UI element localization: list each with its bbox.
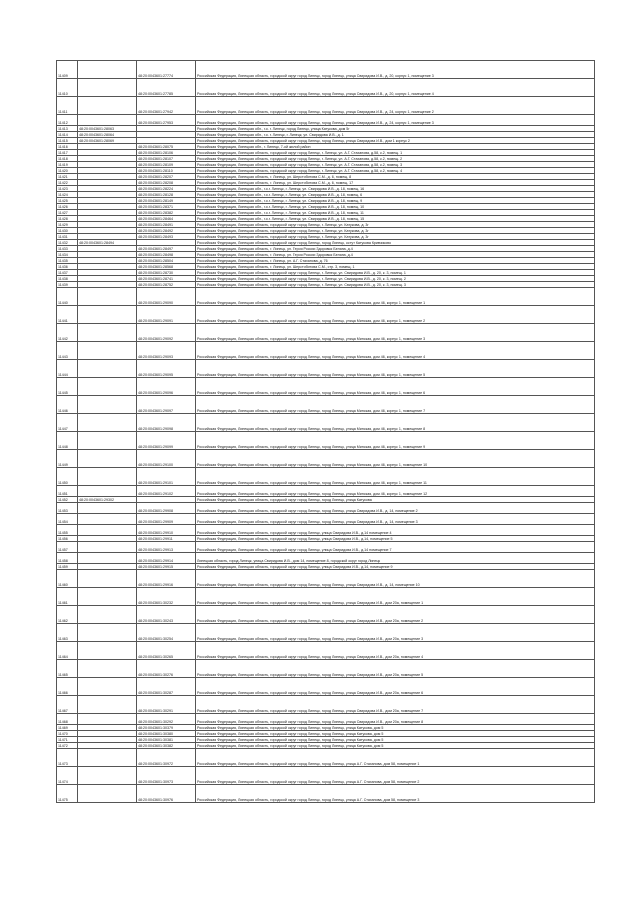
parent-cadastral-number-cell: 48:20:0043601:28494 [78, 240, 137, 246]
address-cell: Российская Федерация, Липецкая обл., г.о.г. Липецк, г. Липецк, ул. Свиридова И.В., д. 18, помещ. 6 [196, 192, 595, 198]
address-cell: Российская Федерация, Липецкая область, городской округ город Липецк, город Липецк, улица Катукова, дом 5 [196, 731, 595, 737]
row-number-cell: 11441 [57, 306, 78, 324]
row-number-cell: 11460 [57, 570, 78, 588]
row-number-cell: 11412 [57, 115, 78, 126]
address-cell: Липецкая область, город Липецк, улица Свиридова И.В., дом 14, помещение 8, городской округ город Липецк [196, 553, 595, 564]
table-row [57, 288, 595, 306]
cadastral-number-cell: 48:20:0043601:30276 [137, 660, 196, 678]
address-cell: Российская Федерация, Липецкая область, городской округ город Липецк, г. Липецк, ул. Свиридова И.В., д. 20, к. 3, помещ. 2 [196, 276, 595, 282]
cadastral-number-cell: 48:20:0043601:29909 [137, 514, 196, 525]
row-number-cell: 11474 [57, 767, 78, 785]
row-number-cell: 11443 [57, 342, 78, 360]
table-row [57, 678, 595, 696]
parent-cadastral-number-cell: 48:20:0043601:29302 [78, 497, 137, 503]
cadastral-number-cell: 48:20:0043601:28207 [137, 174, 196, 180]
address-cell: Российская Федерация, Липецкая обл., г.о.г. Липецк, г. Липецк, ул. Свиридова И.В., д. 18, помещ. 10 [196, 204, 595, 210]
parent-cadastral-number-cell [78, 342, 137, 360]
parent-cadastral-number-cell [78, 514, 137, 525]
cadastral-number-cell: 48:20:0043601:27953 [137, 115, 196, 126]
address-cell: Российская Федерация, Липецкая область, городской округ город Липецк, город Липецк, улица Минская, дом 46, корпус 1, помещение 4 [196, 342, 595, 360]
row-number-cell: 11473 [57, 749, 78, 767]
address-cell: Российская Федерация, Липецкая область, городской округ город Липецк, г. Липецк, ул. А.Г. Стаханова, д.58, к.2, помещ. 4 [196, 168, 595, 174]
address-cell: Российская Федерация, Липецкая обл., г.о. г. Липецк, г. Липецк, ул. Свиридова И.В., д. 1 [196, 132, 595, 138]
table-row [57, 432, 595, 450]
address-cell: Российская Федерация, Липецкая обл., г.о. г. Липецк, город Липецк, улица Катукова, дом 5г [196, 126, 595, 132]
cadastral-number-cell: 48:20:0043601:29102 [137, 486, 196, 497]
table-row [57, 324, 595, 342]
parent-cadastral-number-cell [78, 588, 137, 606]
parent-cadastral-number-cell [78, 749, 137, 767]
address-cell: Российская Федерация, Липецкая область, городской округ город Липецк, город Липецк, улица Минская, дом 46, корпус 1, помещение 11 [196, 468, 595, 486]
cadastral-number-cell: 48:20:0043601:30292 [137, 714, 196, 725]
parent-cadastral-number-cell [78, 624, 137, 642]
cadastral-number-cell: 48:20:0043601:29915 [137, 564, 196, 570]
table-row [57, 414, 595, 432]
cadastral-number-cell: 48:20:0043601:30291 [137, 696, 196, 714]
cadastral-number-cell: 48:20:0043601:28752 [137, 282, 196, 288]
row-number-cell: 11439 [57, 282, 78, 288]
row-number-cell: 11454 [57, 514, 78, 525]
cadastral-number-cell: 48:20:0043601:29908 [137, 503, 196, 514]
table-row [57, 606, 595, 624]
cadastral-number-cell: 48:20:0043601:28106 [137, 150, 196, 156]
cadastral-number-cell: 48:20:0043601:28497 [137, 246, 196, 252]
cadastral-number-cell: 48:20:0043601:30380 [137, 731, 196, 737]
address-cell: Российская Федерация, Липецкая область, городской округ город Липецк, город Липецк, улица А.Г. Стаханова, дом 58, помещение 3 [196, 785, 595, 803]
row-number-cell: 11455 [57, 525, 78, 536]
cadastral-number-cell: 48:20:0043601:28464 [137, 216, 196, 222]
row-number-cell: 11438 [57, 276, 78, 282]
cadastral-number-cell: 48:20:0043601:30973 [137, 767, 196, 785]
address-cell: Российская Федерация, Липецкая область, городской округ город Липецк, город Липецк, улица Свиридова И.В., дом 20а, помещение 6 [196, 678, 595, 696]
address-cell: Российская Федерация, Липецкая область, городской округ город Липецк, город Липецк, улица Катукова, дом 5 [196, 743, 595, 749]
records-table [56, 60, 595, 803]
cadastral-number-cell: 48:20:0043601:28493 [137, 234, 196, 240]
row-number-cell: 11448 [57, 432, 78, 450]
row-number-cell: 11465 [57, 660, 78, 678]
cadastral-number-cell: 48:20:0043601:29100 [137, 450, 196, 468]
address-cell: Российская Федерация, Липецкая область, городской округ город Липецк, город Липецк, улица Минская, дом 46, корпус 1, помещение 7 [196, 396, 595, 414]
cadastral-number-cell: 48:20:0043601:28208 [137, 180, 196, 186]
cadastral-number-cell: 48:20:0043601:28224 [137, 186, 196, 192]
parent-cadastral-number-cell [78, 714, 137, 725]
row-number-cell: 11411 [57, 97, 78, 115]
row-number-cell: 11428 [57, 216, 78, 222]
parent-cadastral-number-cell [78, 414, 137, 432]
table-row [57, 542, 595, 553]
address-cell: Российская Федерация, Липецкая область, г. Липецк, ул. Героя России Здоровья Белана, д.4 [196, 246, 595, 252]
cadastral-number-cell: 48:20:0043601:30972 [137, 749, 196, 767]
address-cell: Российская Федерация, Липецкая область, городской округ город Липецк, город Липецк, улица А.Г. Стаханова, дом 58, помещение 2 [196, 767, 595, 785]
parent-cadastral-number-cell [78, 324, 137, 342]
table-row [57, 570, 595, 588]
table-row [57, 360, 595, 378]
cadastral-number-cell: 48:20:0043601:28568 [137, 264, 196, 270]
row-number-cell: 11466 [57, 678, 78, 696]
table-row [57, 749, 595, 767]
cadastral-number-cell: 48:20:0043601:29099 [137, 432, 196, 450]
address-cell: Российская Федерация, Липецкая область, городской округ город Липецк, г. Липецк, ул. Свиридова И.В., д. 20, к. 3, помещ. 3 [196, 282, 595, 288]
address-cell: Российская Федерация, Липецкая область, г. Липецк, ул. Шерстобитова С.М., д. 6, помещ. 17 [196, 180, 595, 186]
cadastral-number-cell: 48:20:0043601:28492 [137, 228, 196, 234]
address-cell: Российская Федерация, Липецкая область, городской округ город Липецк, город Липецк, улица Свиридова И.В., дом 20а, помещение 4 [196, 642, 595, 660]
cadastral-number-cell: 48:20:0043601:29090 [137, 288, 196, 306]
row-number-cell: 11431 [57, 234, 78, 240]
parent-cadastral-number-cell [78, 360, 137, 378]
row-number-cell: 11432 [57, 240, 78, 246]
row-number-cell: 11451 [57, 486, 78, 497]
row-number-cell: 11453 [57, 503, 78, 514]
row-number-cell: 11415 [57, 138, 78, 144]
row-number-cell: 11418 [57, 156, 78, 162]
address-cell: Российская Федерация, Липецкая область, городской округ город Липецк, город Липецк, улица Минская, дом 46, корпус 1, помещение 8 [196, 414, 595, 432]
row-number-cell: 11450 [57, 468, 78, 486]
parent-cadastral-number-cell: 48:20:0043601:28063 [78, 126, 137, 132]
address-cell: Российская Федерация, Липецкая обл., г. Липецк, 7-ой жилой район [196, 144, 595, 150]
parent-cadastral-number-cell [78, 79, 137, 97]
address-cell: Российская Федерация, Липецкая обл., г.о.г. Липецк, г. Липецк, ул. Свиридова И.В., д. 18, помещ. 9 [196, 198, 595, 204]
row-number-cell: 11449 [57, 450, 78, 468]
row-number-cell: 11421 [57, 174, 78, 180]
parent-cadastral-number-cell [78, 767, 137, 785]
table-row [57, 342, 595, 360]
row-number-cell: 11435 [57, 258, 78, 264]
row-number-cell: 11416 [57, 144, 78, 150]
row-number-cell: 11422 [57, 180, 78, 186]
parent-cadastral-number-cell [78, 396, 137, 414]
cadastral-number-cell: 48:20:0043601:30243 [137, 606, 196, 624]
parent-cadastral-number-cell [78, 785, 137, 803]
cadastral-number-cell: 48:20:0043601:30382 [137, 743, 196, 749]
parent-cadastral-number-cell [78, 61, 137, 79]
cadastral-number-cell: 48:20:0043601:29910 [137, 525, 196, 536]
address-cell: Российская Федерация, Липецкая область, городской округ город Липецк, город Липецк, улица Свиридова И.В., дом 20а, помещение 5 [196, 660, 595, 678]
cadastral-number-cell: 48:20:0043601:28109 [137, 162, 196, 168]
parent-cadastral-number-cell: 48:20:0043601:28064 [78, 132, 137, 138]
address-cell: Российская Федерация, Липецкая область, г. Липецк, ул. Героя России Здоровья Белана, д.4 [196, 252, 595, 258]
address-cell: Российская Федерация, Липецкая область, городской округ город Липецк, город Липецк, улица Свиридова И.В., дом 20а, помещение 7 [196, 696, 595, 714]
row-number-cell: 11464 [57, 642, 78, 660]
address-cell: Российская Федерация, Липецкая область, городской округ город Липецк, улица Свиридова И.В., д.14 помещение 4 [196, 525, 595, 536]
row-number-cell: 11420 [57, 168, 78, 174]
address-cell: Российская Федерация, Липецкая область, городской округ город Липецк, город Липецк, улица Свиридова И.В., д. 14, помещение 2 [196, 503, 595, 514]
table-row [57, 514, 595, 525]
cadastral-number-cell: 48:20:0043601:28149 [137, 198, 196, 204]
row-number-cell: 11440 [57, 288, 78, 306]
address-cell: Российская Федерация, Липецкая область, городской округ город Липецк, город Липецк, улица Минская, дом 46, корпус 1, помещение 9 [196, 432, 595, 450]
parent-cadastral-number-cell [78, 115, 137, 126]
parent-cadastral-number-cell [78, 503, 137, 514]
table-row [57, 378, 595, 396]
row-number-cell: 11471 [57, 737, 78, 743]
address-cell: Российская Федерация, Липецкая область, городской округ город Липецк, город Липецк, улица Свиридова И.В., дом 20а, помещение 1 [196, 588, 595, 606]
row-number-cell: 11467 [57, 696, 78, 714]
table-row [57, 525, 595, 536]
address-cell: Российская Федерация, Липецкая область, городской округ город Липецк, город Липецк, остут Катукова Кривчиково [196, 240, 595, 246]
address-cell: Российская Федерация, Липецкая область, городской округ город Липецк, г. Липецк, ул. Свиридова И.В., д. 20, к. 3, помещ. 1 [196, 270, 595, 276]
address-cell: Российская Федерация, Липецкая область, городской округ город Липецк, город Липецк, улица Минская, дом 46, корпус 1, помещение 1 [196, 288, 595, 306]
cadastral-number-cell: 48:20:0043601:30381 [137, 737, 196, 743]
cadastral-number-cell: 48:20:0043601:29911 [137, 536, 196, 542]
parent-cadastral-number-cell [78, 678, 137, 696]
cadastral-number-cell: 48:20:0043601:30976 [137, 785, 196, 803]
table-row [57, 588, 595, 606]
row-number-cell: 11410 [57, 79, 78, 97]
table-row [57, 553, 595, 564]
cadastral-number-cell: 48:20:0043601:29913 [137, 542, 196, 553]
table-row [57, 785, 595, 803]
address-cell: Российская Федерация, Липецкая область, г. Липецк, ул. Шерстобитова С.М., д. 6, помещ. 8 [196, 174, 595, 180]
address-cell: Российская Федерация, Липецкая область, городской округ город Липецк, город Липецк, улица Свиридова И.В., дом 20а, помещение 3 [196, 624, 595, 642]
address-cell: Российская Федерация, Липецкая область, городской округ город Липецк, город Липецк, улица Свиридова И.В., д. 24, корпус 1, помещение 2 [196, 97, 595, 115]
address-cell: Российская Федерация, Липецкая область, г. Липецк, ул. Шерстобитова С.М., стр. 3, помещ. 1 [196, 264, 595, 270]
cadastral-number-cell: 48:20:0043601:28730 [137, 270, 196, 276]
address-cell: Российская Федерация, Липецкая обл., г.о.г. Липецк, г. Липецк, ул. Свиридова И.В., д. 18, помещ. 11 [196, 210, 595, 216]
row-number-cell: 11419 [57, 162, 78, 168]
address-cell: Российская Федерация, Липецкая область, городской округ город Липецк, город Липецк, улица Катукова [196, 497, 595, 503]
cadastral-number-cell: 48:20:0043601:27774 [137, 61, 196, 79]
address-cell: Российская Федерация, Липецкая область, городской округ город Липецк, город Липецк, улица Минская, дом 46, корпус 1, помещение 2 [196, 306, 595, 324]
table-row [57, 660, 595, 678]
address-cell: Российская Федерация, Липецкая область, городской округ город Липецк, город Липецк, улица Минская, дом 46, корпус 1, помещение 3 [196, 324, 595, 342]
address-cell: Российская Федерация, Липецкая область, г. Липецк, ул. А.Г. Стаханова, д. 76 [196, 258, 595, 264]
address-cell: Российская Федерация, Липецкая обл., г.о.г. Липецк, г. Липецк, ул. Свиридова И.В., д. 18, помещ. 16 [196, 186, 595, 192]
row-number-cell: 11433 [57, 246, 78, 252]
cadastral-number-cell: 48:20:0043601:30232 [137, 588, 196, 606]
parent-cadastral-number-cell [78, 642, 137, 660]
row-number-cell: 11462 [57, 606, 78, 624]
cadastral-number-cell: 48:20:0043601:29914 [137, 553, 196, 564]
address-cell: Российская Федерация, Липецкая область, городской округ город Липецк, г. Липецк, ул. Катукова, д. 3г [196, 222, 595, 228]
parent-cadastral-number-cell [78, 378, 137, 396]
row-number-cell: 11463 [57, 624, 78, 642]
row-number-cell: 11468 [57, 714, 78, 725]
address-cell: Российская Федерация, Липецкая область, городской округ город Липецк, город Липецк, улица Минская, дом 46, корпус 1, помещение 6 [196, 378, 595, 396]
cadastral-number-cell: 48:20:0043601:29091 [137, 306, 196, 324]
cadastral-number-cell: 48:20:0043601:28371 [137, 204, 196, 210]
row-number-cell: 11427 [57, 210, 78, 216]
row-number-cell: 11429 [57, 222, 78, 228]
address-cell: Российская Федерация, Липецкая область, городской округ город Липецк, г. Липецк, ул. А.Г. Стаханова, д.58, к.2, помещ. 3 [196, 162, 595, 168]
table-row [57, 115, 595, 126]
table-row [57, 306, 595, 324]
parent-cadastral-number-cell [78, 606, 137, 624]
table-row [57, 450, 595, 468]
parent-cadastral-number-cell [78, 486, 137, 497]
parent-cadastral-number-cell [78, 696, 137, 714]
document-page [56, 60, 588, 803]
cadastral-number-cell: 48:20:0043601:28382 [137, 210, 196, 216]
row-number-cell: 11425 [57, 198, 78, 204]
cadastral-number-cell: 48:20:0043601:28107 [137, 156, 196, 162]
parent-cadastral-number-cell [78, 660, 137, 678]
row-number-cell: 11456 [57, 536, 78, 542]
parent-cadastral-number-cell [78, 542, 137, 553]
row-number-cell: 11457 [57, 542, 78, 553]
address-cell: Российская Федерация, Липецкая область, городской округ город Липецк, город Липецк, улица Катукова, дом 5 [196, 737, 595, 743]
row-number-cell: 11472 [57, 743, 78, 749]
cadastral-number-cell: 48:20:0043601:28498 [137, 252, 196, 258]
address-cell: Российская Федерация, Липецкая область, городской округ город Липецк, город Липецк, улица Минская, дом 46, корпус 1, помещение 5 [196, 360, 595, 378]
cadastral-number-cell: 48:20:0043601:29098 [137, 414, 196, 432]
parent-cadastral-number-cell [78, 288, 137, 306]
address-cell: Российская Федерация, Липецкая область, городской округ город Липецк, город Липецк, улица А.Г. Стаханова, дом 58, помещение 1 [196, 749, 595, 767]
parent-cadastral-number-cell [78, 553, 137, 564]
row-number-cell: 11459 [57, 564, 78, 570]
cadastral-number-cell: 48:20:0043601:29092 [137, 324, 196, 342]
address-cell: Российская Федерация, Липецкая область, городской округ город Липецк, город Липецк, улица Свиридова И.В., дом 20а, помещение 8 [196, 714, 595, 725]
table-row [57, 503, 595, 514]
address-cell: Российская Федерация, Липецкая область, городской округ город Липецк, город Липецк, улица Свиридова И.В., дом 1 корпус 2 [196, 138, 595, 144]
address-cell: Российская Федерация, Липецкая область, городской округ город Липецк, г. Липецк, ул. Катукова, д. 3г [196, 228, 595, 234]
parent-cadastral-number-cell [78, 97, 137, 115]
table-row [57, 486, 595, 497]
row-number-cell: 11461 [57, 588, 78, 606]
cadastral-number-cell: 48:20:0043601:29097 [137, 396, 196, 414]
parent-cadastral-number-cell [78, 570, 137, 588]
address-cell: Российская Федерация, Липецкая область, городской округ город Липецк, улица Свиридова И.В., д.14, помещение 9 [196, 564, 595, 570]
cadastral-number-cell: 48:20:0043601:28741 [137, 276, 196, 282]
parent-cadastral-number-cell [78, 525, 137, 536]
cadastral-number-cell: 48:20:0043601:29096 [137, 378, 196, 396]
row-number-cell: 11444 [57, 360, 78, 378]
address-cell: Российская Федерация, Липецкая область, городской округ город Липецк, улица Свиридова И.В., д.14 помещение 7 [196, 542, 595, 553]
row-number-cell: 11445 [57, 378, 78, 396]
row-number-cell: 11452 [57, 497, 78, 503]
parent-cadastral-number-cell [78, 468, 137, 486]
parent-cadastral-number-cell [78, 450, 137, 468]
cadastral-number-cell: 48:20:0043601:30265 [137, 642, 196, 660]
row-number-cell: 11470 [57, 731, 78, 737]
table-row [57, 97, 595, 115]
cadastral-number-cell: 48:20:0043601:27942 [137, 97, 196, 115]
row-number-cell: 11417 [57, 150, 78, 156]
cadastral-number-cell: 48:20:0043601:28491 [137, 222, 196, 228]
cadastral-number-cell: 48:20:0043601:30287 [137, 678, 196, 696]
row-number-cell: 11446 [57, 396, 78, 414]
table-row [57, 61, 595, 79]
address-cell: Российская Федерация, Липецкая область, городской округ город Липецк, город Липецк, улица Свиридова И.В., д. 14, помещение 10 [196, 570, 595, 588]
cadastral-number-cell: 48:20:0043601:29101 [137, 468, 196, 486]
cadastral-number-cell: 48:20:0043601:27785 [137, 79, 196, 97]
parent-cadastral-number-cell [78, 432, 137, 450]
cadastral-number-cell: 48:20:0043601:28110 [137, 168, 196, 174]
row-number-cell: 11409 [57, 61, 78, 79]
row-number-cell: 11423 [57, 186, 78, 192]
cadastral-number-cell: 48:20:0043601:28504 [137, 258, 196, 264]
cadastral-number-cell: 48:20:0043601:28075 [137, 144, 196, 150]
address-cell: Российская Федерация, Липецкая область, городской округ город Липецк, г. Липецк, ул. Катукова, д. 3г [196, 234, 595, 240]
row-number-cell: 11437 [57, 270, 78, 276]
row-number-cell: 11414 [57, 132, 78, 138]
records-table-body [57, 61, 595, 803]
address-cell: Российская Федерация, Липецкая область, городской округ город Липецк, город Липецк, улица Свиридова И.В., д. 24, корпус 1, помещение 3 [196, 115, 595, 126]
table-row [57, 767, 595, 785]
table-row [57, 714, 595, 725]
address-cell: Российская Федерация, Липецкая область, городской округ город Липецк, город Липецк, улица Минская, дом 46, корпус 1, помещение 12 [196, 486, 595, 497]
row-number-cell: 11426 [57, 204, 78, 210]
address-cell: Российская Федерация, Липецкая область, городской округ город Липецк, город Липецк, улица Свиридова И.В., д. 20, корпус 1, помещение 4 [196, 79, 595, 97]
row-number-cell: 11447 [57, 414, 78, 432]
table-row [57, 396, 595, 414]
row-number-cell: 11424 [57, 192, 78, 198]
row-number-cell: 11413 [57, 126, 78, 132]
address-cell: Российская Федерация, Липецкая область, городской округ город Липецк, город Липецк, улица Свиридова И.В., д. 20, корпус 1, помещение 3 [196, 61, 595, 79]
parent-cadastral-number-cell: 48:20:0043601:28069 [78, 138, 137, 144]
row-number-cell: 11469 [57, 725, 78, 731]
address-cell: Российская Федерация, Липецкая область, городской округ город Липецк, г. Липецк, ул. А.Г. Стаханова, д.58, к.2, помещ. 2 [196, 156, 595, 162]
address-cell: Российская Федерация, Липецкая область, городской округ город Липецк, город Липецк, улица Свиридова И.В., д. 14, помещение 3 [196, 514, 595, 525]
row-number-cell: 11430 [57, 228, 78, 234]
row-number-cell: 11434 [57, 252, 78, 258]
row-number-cell: 11458 [57, 553, 78, 564]
address-cell: Российская Федерация, Липецкая область, городской округ город Липецк, город Липецк, улица Минская, дом 46, корпус 1, помещение 10 [196, 450, 595, 468]
table-row [57, 468, 595, 486]
table-row [57, 642, 595, 660]
row-number-cell: 11475 [57, 785, 78, 803]
address-cell: Российская Федерация, Липецкая область, городской округ город Липецк, г. Липецк, ул. А.Г. Стаханова, д.58, к.2, помещ. 1 [196, 150, 595, 156]
cadastral-number-cell: 48:20:0043601:30379 [137, 725, 196, 731]
parent-cadastral-number-cell [78, 306, 137, 324]
cadastral-number-cell: 48:20:0043601:29916 [137, 570, 196, 588]
address-cell: Российская Федерация, Липецкая обл., г.о.г. Липецк, г. Липецк, ул. Свиридова И.В., д. 18, помещ. 15 [196, 216, 595, 222]
cadastral-number-cell: 48:20:0043601:28128 [137, 192, 196, 198]
cadastral-number-cell: 48:20:0043601:29095 [137, 360, 196, 378]
cadastral-number-cell: 48:20:0043601:30254 [137, 624, 196, 642]
table-row [57, 696, 595, 714]
address-cell: Российская Федерация, Липецкая область, городской округ город Липецк, улица Свиридова И.В., д.14, помещение 5 [196, 536, 595, 542]
address-cell: Российская Федерация, Липецкая область, городской округ город Липецк, город Липецк, улица Катукова, дом 5 [196, 725, 595, 731]
row-number-cell: 11442 [57, 324, 78, 342]
row-number-cell: 11436 [57, 264, 78, 270]
table-row [57, 624, 595, 642]
cadastral-number-cell: 48:20:0043601:29093 [137, 342, 196, 360]
address-cell: Российская Федерация, Липецкая область, городской округ город Липецк, город Липецк, улица Свиридова И.В., дом 20а, помещение 2 [196, 606, 595, 624]
table-row [57, 79, 595, 97]
